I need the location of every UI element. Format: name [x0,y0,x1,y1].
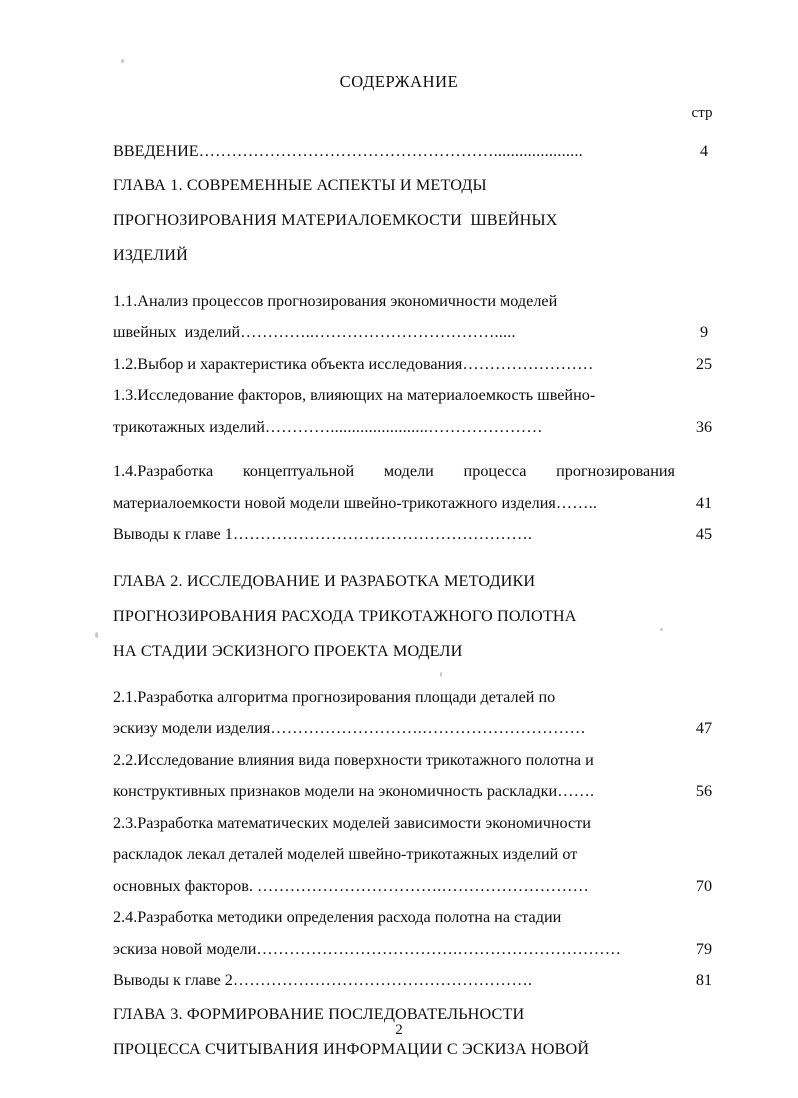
toc-entry-line [113,286,733,318]
toc-entry-text: ИЗДЕЛИЙ [113,245,188,264]
toc-entry-section-2-1[interactable] [113,682,733,745]
toc-page-number: 25 [695,354,713,373]
toc-entry-conclusions-2[interactable] [113,965,733,997]
page-title: СОДЕРЖАНИЕ [339,72,459,91]
toc-leader-dots: ……………………….………………………… [270,719,586,737]
toc-entry-introduction[interactable] [113,136,733,168]
toc-leader-dots: ………………………………………………. [232,971,533,989]
toc-entry-text: основных факторов. [113,876,257,895]
toc-page-number: 81 [695,971,713,989]
toc-entry-text: 1.4.Разработка концептуальной модели процесса прогнозирования [113,462,675,480]
page-column-header: стр [691,105,713,121]
toc-leader-dots: ………….......................………………… [264,417,543,436]
toc-entry-line [113,808,733,840]
toc-heading-line [113,599,733,634]
toc-page-number: 36 [695,417,713,436]
toc-entry-section-1-1[interactable] [113,286,733,349]
toc-entry-text: швейных изделий [113,323,241,341]
toc-entry-text: ПРОГНОЗИРОВАНИЯ РАСХОДА ТРИКОТАЖНОГО ПОЛОТНА [113,606,577,625]
toc-leader-dots: ……………………………….………………………… [256,939,622,958]
toc-entry-line [113,965,733,997]
toc-page-number: 9 [699,323,709,341]
toc-entry-text: 2.4.Разработка методики определения расхода полотна на стадии [113,908,562,926]
toc-block-gap [113,443,733,456]
toc-entry-text: ГЛАВА 1. СОВРЕМЕННЫЕ АСПЕКТЫ И МЕТОДЫ [113,175,487,194]
toc-page-number: 56 [695,782,713,800]
toc-page-number: 45 [695,525,713,543]
toc-entry-line [113,349,733,381]
toc-entry-text: 1.2.Выбор и характеристика объекта исследования [113,354,463,373]
toc-page-number: 41 [695,493,713,512]
toc-leader-dots: …………………… [462,354,594,373]
toc-entry-text: 2.1.Разработка алгоритма прогнозирования площади деталей по [113,687,556,706]
toc-entry-line [113,317,733,349]
toc-block-gap [113,273,733,286]
toc-entry-line [113,682,733,714]
toc-entry-section-1-3[interactable] [113,380,733,443]
folio-page-number: 2 [395,1022,403,1038]
toc-entry-conclusions-1[interactable] [113,519,733,551]
toc-page-number: 79 [695,939,713,958]
toc-leader-dots: …………………………….……………………… [256,876,589,895]
toc-entry-chapter-2[interactable] [113,564,733,669]
toc-entry-text: эскиза новой модели [113,939,257,958]
toc-entry-text: эскизу модели изделия [113,719,271,737]
toc-leader-dots: ……. [557,782,595,800]
toc-entry-line [113,713,733,745]
toc-entry-text: 1.1.Анализ процессов прогнозирования экономичности моделей [113,291,558,310]
scan-speck [121,59,124,63]
toc-entry-line [113,934,733,966]
toc-heading-line [113,238,733,273]
toc-entry-chapter-1[interactable] [113,168,733,273]
toc-entry-section-2-3[interactable] [113,808,733,903]
scan-speck [95,632,98,638]
toc-entry-text: ПРОГНОЗИРОВАНИЯ МАТЕРИАЛОЕМКОСТИ ШВЕЙНЫХ [113,210,558,229]
toc-entry-text: 2.3.Разработка математических моделей зависимости экономичности [113,813,591,832]
toc-block-gap [113,669,733,682]
toc-leader-dots: ………………………………………………..................... [198,142,583,160]
toc-entry-text: ПРОЦЕССА СЧИТЫВАНИЯ ИНФОРМАЦИИ С ЭСКИЗА НОВОЙ [113,1039,590,1058]
toc-entry-text: НА СТАДИИ ЭСКИЗНОГО ПРОЕКТА МОДЕЛИ [113,641,463,660]
toc-entry-text: ГЛАВА 2. ИССЛЕДОВАНИЕ И РАЗРАБОТКА МЕТОДИКИ [113,571,536,590]
toc-page-number: 4 [699,142,709,160]
toc-leader-dots: ………………………………………………. [232,525,533,543]
toc-entry-section-1-4[interactable] [113,456,733,519]
toc-entry-text: 1.3.Исследование факторов, влияющих на материалоемкость швейно- [113,386,596,404]
toc-entry-line [113,380,733,412]
toc-page-number: 70 [695,876,713,895]
toc-entry-text: Выводы к главе 2 [113,971,233,989]
toc-entry-text: ГЛАВА 3. ФОРМИРОВАНИЕ ПОСЛЕДОВАТЕЛЬНОСТИ [113,1004,525,1023]
toc-heading-line [113,168,733,203]
toc-entry-text: Выводы к главе 1 [113,525,233,543]
toc-entry-line [113,871,733,903]
toc-entry-text: материалоемкости новой модели швейно-трикотажного изделия [113,493,556,512]
toc-entry-text: конструктивных признаков модели на экономичность раскладки [113,782,558,800]
table-of-contents [113,136,733,1067]
toc-heading-line [113,634,733,669]
toc-entry-text: ВВЕДЕНИЕ [113,142,199,160]
toc-leader-dots: …….. [555,493,598,512]
toc-entry-line [113,776,733,808]
toc-heading-line [113,203,733,238]
toc-entry-line [113,745,733,777]
toc-entry-line [113,136,733,168]
toc-leader-dots: …………..……………………………..... [240,323,516,341]
toc-entry-line [113,839,733,871]
toc-entry-section-1-2[interactable] [113,349,733,381]
toc-entry-section-2-2[interactable] [113,745,733,808]
toc-entry-line [113,519,733,551]
toc-entry-line [113,902,733,934]
toc-entry-line [113,456,675,488]
toc-entry-section-2-4[interactable] [113,902,733,965]
toc-entry-line [113,488,733,520]
toc-block-gap [113,551,733,564]
toc-entry-text: 2.2.Исследование влияния вида поверхности трикотажного полотна и [113,750,594,769]
toc-entry-text: раскладок лекал деталей моделей швейно-трикотажных изделий от [113,845,578,863]
toc-heading-line [113,564,733,599]
toc-page-number: 47 [695,719,713,737]
toc-entry-line [113,412,733,444]
toc-entry-text: трикотажных изделий [113,417,265,436]
